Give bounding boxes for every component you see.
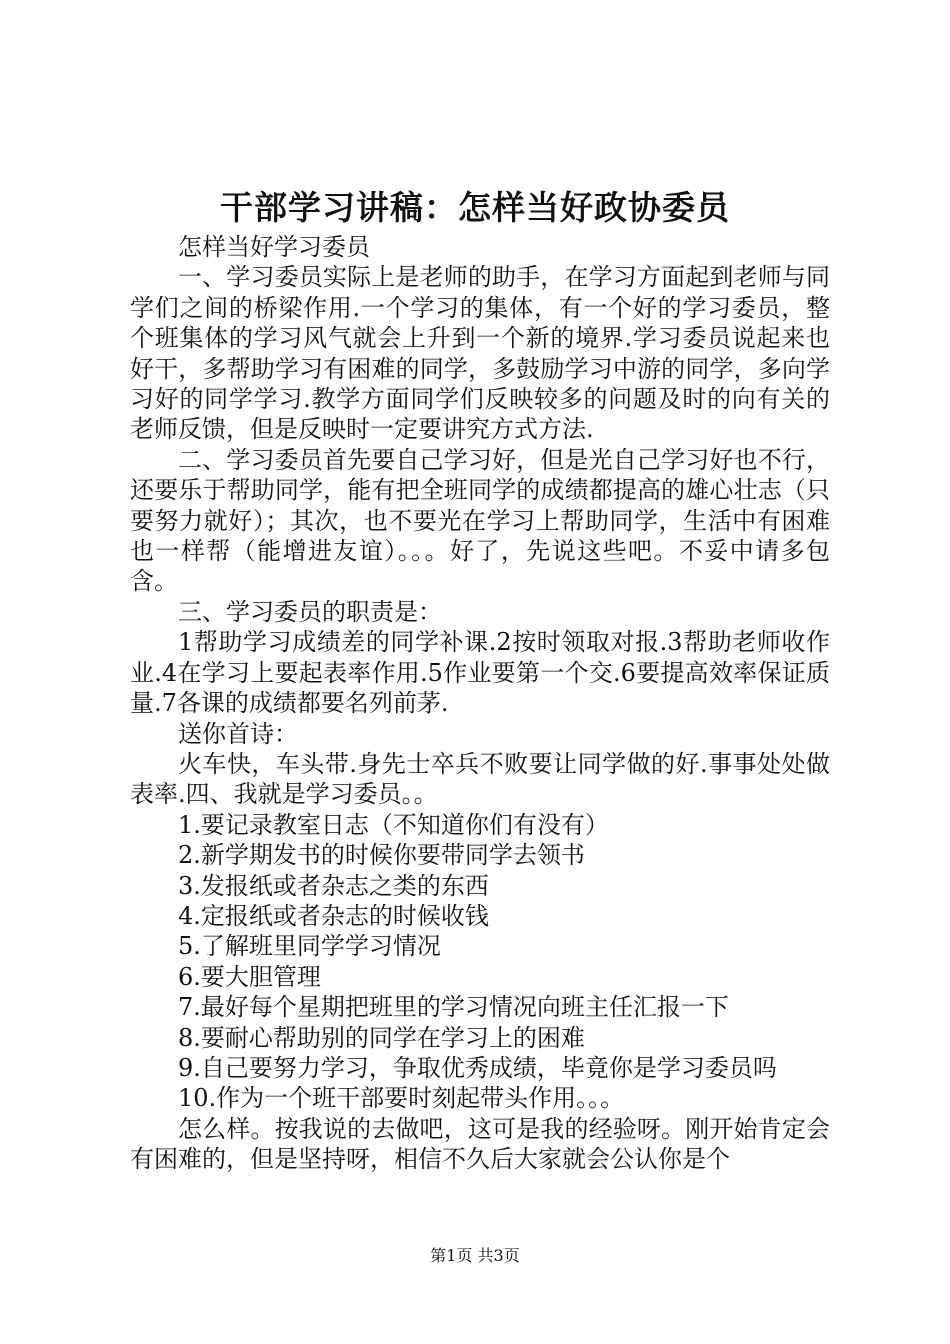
paragraph-section-2: 二、学习委员首先要自己学习好，但是光自己学习好也不行，还要乐于帮助同学，能有把全班同学的成绩都提高的雄心壮志（只要努力就好）；其次，也不要光在学习上帮助同学，生活中有困难也一样帮（能增进友谊）。。。好了，先说这些吧。不妥中请多包含。: [130, 445, 830, 596]
list-item: 8.要耐心帮助别的同学在学习上的困难: [178, 1023, 585, 1052]
list-item: 7.最好每个星期把班里的学习情况向班主任汇报一下: [178, 993, 729, 1022]
list-item: 10.作为一个班干部要时刻起带头作用。。。: [178, 1084, 625, 1113]
list-item: 3.发报纸或者杂志之类的东西: [178, 871, 489, 900]
list-item: 9.自己要努力学习，争取优秀成绩，毕竟你是学习委员吗: [178, 1053, 777, 1082]
list-item: 2.新学期发书的时候你要带同学去领书: [178, 841, 585, 870]
document-title: 干部学习讲稿：怎样当好政协委员: [220, 188, 730, 227]
list-item: 6.要大胆管理: [178, 962, 321, 991]
list-item: 1.要记录教室日志（不知道你们有没有）: [178, 810, 609, 839]
page-footer: 第1页 共3页: [430, 1246, 520, 1265]
paragraph-closing: 怎么样。按我说的去做吧，这可是我的经验呀。刚开始肯定会有困难的，但是坚持呀，相信不久后大家就会公认你是个: [130, 1114, 830, 1174]
paragraph-section-1: 一、学习委员实际上是老师的助手，在学习方面起到老师与同学们之间的桥梁作用.一个学习的集体，有一个好的学习委员，整个班集体的学习风气就会上升到一个新的境界.学习委员说起来也好干，多帮助学习有困难的同学，多鼓励学习中游的同学，多向学习好的同学学习.教学方面同学们反映较多的问题及时的向有关的老师反馈，但是反映时一定要讲究方式方法.: [130, 263, 830, 444]
paragraph-duties: 1帮助学习成绩差的同学补课.2按时领取对报.3帮助老师收作业.4在学习上要起表率作用.5作业要第一个交.6要提高效率保证质量.7各课的成绩都要名列前茅.: [130, 628, 830, 718]
paragraph-section-3-heading: 三、学习委员的职责是：: [178, 597, 442, 626]
paragraph-poem-heading: 送你首诗：: [178, 719, 298, 748]
list-item: 5.了解班里同学学习情况: [178, 932, 441, 961]
paragraph-poem: 火车快，车头带.身先士卒兵不败要让同学做的好.事事处处做表率.四、我就是学习委员。。: [130, 749, 830, 809]
list-item: 4.定报纸或者杂志的时候收钱: [178, 901, 489, 930]
paragraph-subtitle: 怎样当好学习委员: [178, 233, 370, 261]
document-body: [130, 232, 830, 1175]
